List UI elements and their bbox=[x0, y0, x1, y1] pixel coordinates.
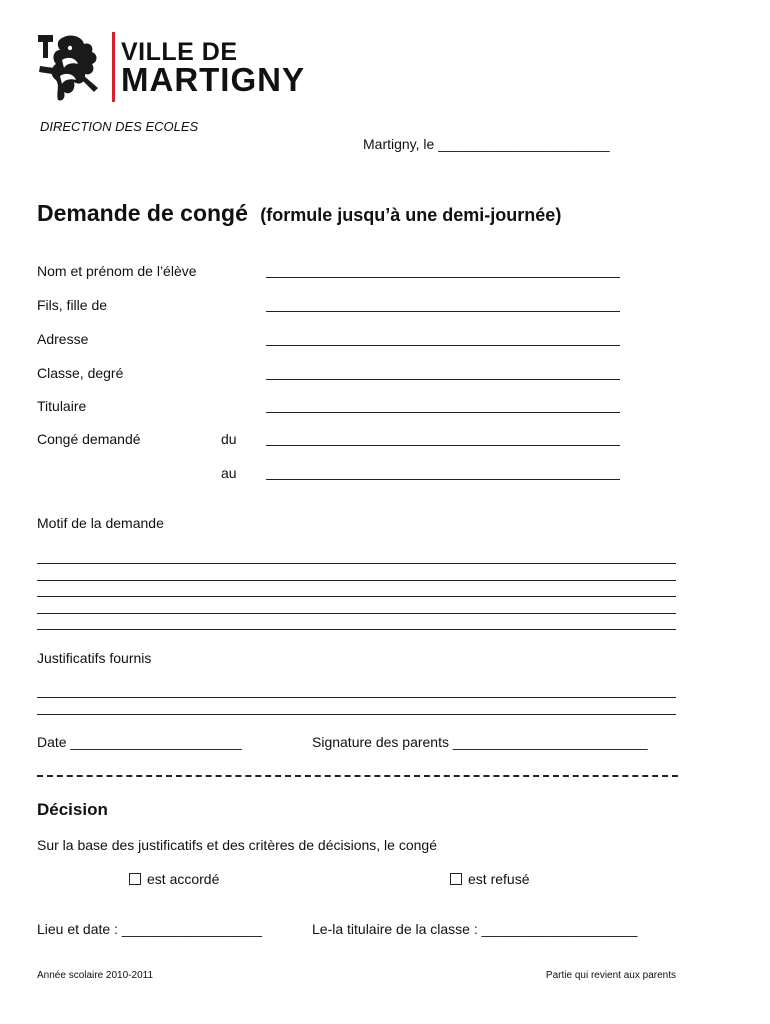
field-label-nom: Nom et prénom de l’élève bbox=[37, 263, 197, 279]
field-label-adresse: Adresse bbox=[37, 331, 89, 347]
field-input-fils[interactable] bbox=[266, 311, 620, 312]
titulaire-signature-field[interactable]: Le-la titulaire de la classe : ____________________ bbox=[312, 921, 638, 937]
motif-line[interactable] bbox=[37, 563, 676, 564]
field-input-du[interactable] bbox=[266, 445, 620, 446]
logo-divider bbox=[112, 32, 115, 102]
motif-label: Motif de la demande bbox=[37, 515, 164, 531]
logo-text-martigny: MARTIGNY bbox=[121, 61, 305, 98]
justificatifs-line[interactable] bbox=[37, 714, 676, 715]
field-label-titulaire: Titulaire bbox=[37, 398, 87, 414]
option-refuse[interactable] bbox=[450, 871, 529, 887]
place-date-field[interactable]: Martigny, le ______________________ bbox=[363, 136, 610, 152]
motif-line[interactable] bbox=[37, 629, 676, 630]
heraldic-lion-icon bbox=[36, 32, 108, 104]
field-label-classe: Classe, degré bbox=[37, 365, 124, 381]
cut-line-divider bbox=[37, 775, 678, 777]
decision-heading: Décision bbox=[37, 800, 108, 819]
title-subtitle: (formule jusqu’à une demi-journée) bbox=[260, 205, 562, 225]
lieu-date-field[interactable]: Lieu et date : __________________ bbox=[37, 921, 262, 937]
option-refuse-label: est refusé bbox=[468, 871, 530, 887]
field-input-adresse[interactable] bbox=[266, 345, 620, 346]
department-label: DIRECTION DES ECOLES bbox=[40, 119, 199, 134]
title-main: Demande de congé bbox=[37, 200, 248, 226]
field-label-du: du bbox=[221, 431, 237, 447]
field-label-conge: Congé demandé bbox=[37, 431, 141, 447]
field-input-titulaire[interactable] bbox=[266, 412, 620, 413]
motif-line[interactable] bbox=[37, 596, 676, 597]
footer-note: Partie qui revient aux parents bbox=[545, 970, 676, 981]
justificatifs-line[interactable] bbox=[37, 697, 676, 698]
signature-parents-field[interactable]: Signature des parents _________________________ bbox=[312, 734, 648, 750]
checkbox-accorde[interactable] bbox=[129, 873, 141, 885]
motif-line[interactable] bbox=[37, 580, 676, 581]
motif-line[interactable] bbox=[37, 613, 676, 614]
field-label-fils: Fils, fille de bbox=[37, 297, 108, 313]
checkbox-refuse[interactable] bbox=[450, 873, 462, 885]
logo-text-ville: VILLE DE bbox=[121, 38, 238, 66]
page-title bbox=[37, 200, 561, 227]
field-input-nom[interactable] bbox=[266, 277, 620, 278]
decision-text: Sur la base des justificatifs et des critères de décisions, le congé bbox=[37, 837, 437, 853]
date-field[interactable]: Date ______________________ bbox=[37, 734, 242, 750]
footer-year: Année scolaire 2010-2011 bbox=[37, 970, 154, 981]
justificatifs-label: Justificatifs fournis bbox=[37, 650, 152, 666]
field-label-au: au bbox=[221, 465, 237, 481]
option-accorde[interactable] bbox=[129, 871, 219, 887]
field-input-au[interactable] bbox=[266, 479, 620, 480]
option-accorde-label: est accordé bbox=[147, 871, 220, 887]
field-input-classe[interactable] bbox=[266, 379, 620, 380]
